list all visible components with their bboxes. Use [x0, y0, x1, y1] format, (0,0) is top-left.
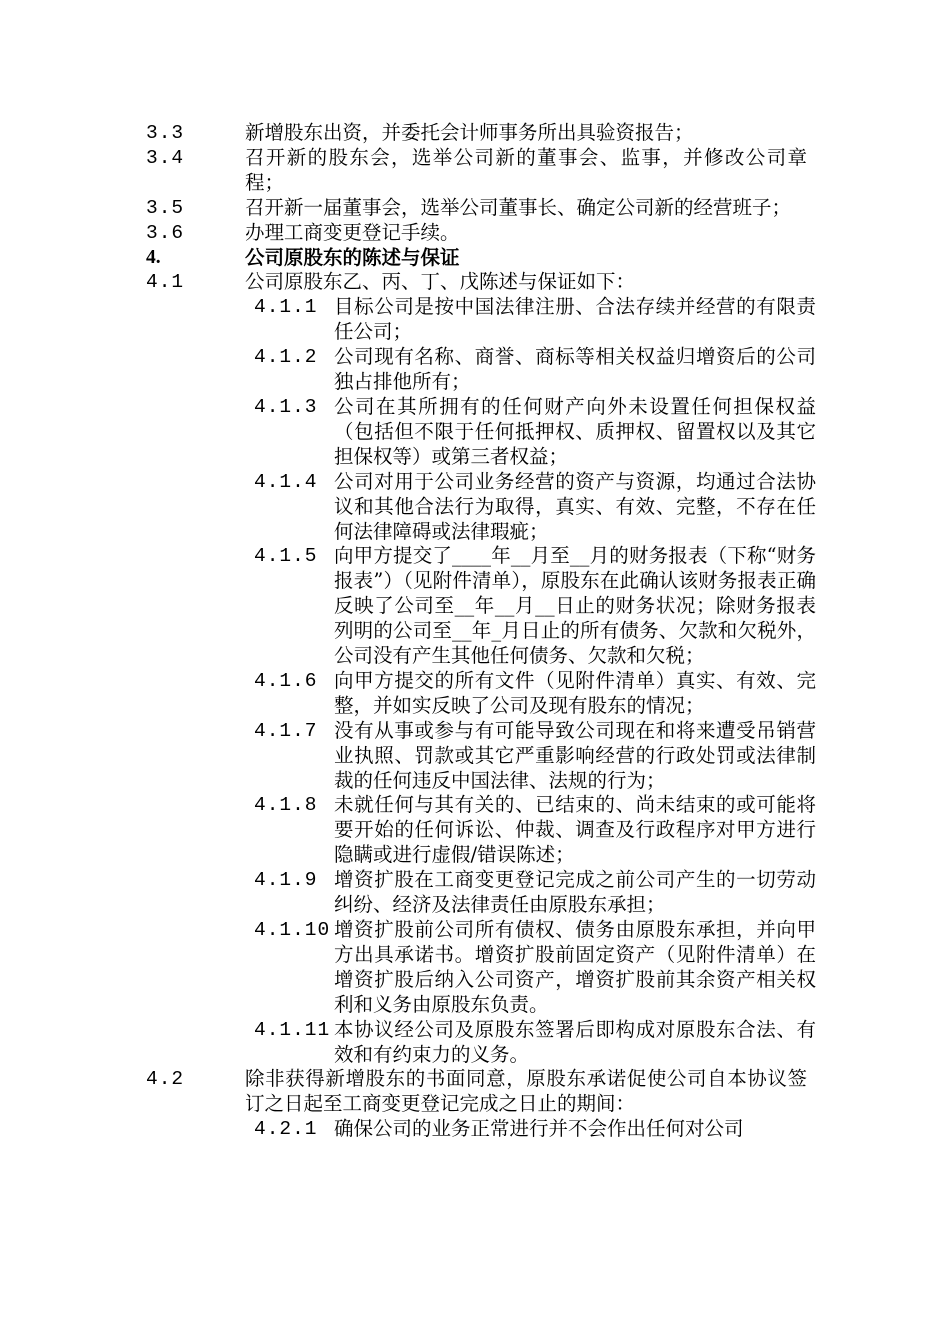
- clause-text: 办理工商变更登记手续。: [245, 220, 460, 244]
- clause-text: 增资扩股前公司所有债权、债务由原股东承担，并向甲方出具承诺书。增资扩股前固定资产（见附件清单）在增资扩股后纳入公司资产，增资扩股前其余资产相关权利和义务由原股东负责。: [334, 918, 816, 1016]
- clause-list: [0, 121, 950, 1142]
- clause-4-1-6: [0, 669, 950, 719]
- clause-text: 公司对用于公司业务经营的资产与资源，均通过合法协议和其他合法行为取得，真实、有效、完整，不存在任何法律障碍或法律瑕疵；: [334, 469, 816, 543]
- clause-text: 没有从事或参与有可能导致公司现在和将来遭受吊销营业执照、罚款或其它严重影响经营的行政处罚或法律制裁的任何违反中国法律、法规的行为；: [334, 718, 816, 792]
- section-heading-4: [0, 246, 950, 271]
- clause-4-1-1: [0, 295, 950, 345]
- clause-text: 新增股东出资，并委托会计师事务所出具验资报告；: [245, 121, 694, 144]
- clause-text: 公司在其所拥有的任何财产向外未设置任何担保权益（包括但不限于任何抵押权、质押权、留置权以及其它担保权等）或第三者权益；: [334, 394, 816, 468]
- clause-4-1-7: [0, 719, 950, 794]
- clause-number: 4.1.5: [254, 545, 318, 568]
- clause-3-5: [0, 196, 950, 221]
- clause-number: 3.3: [146, 122, 185, 144]
- clause-4-2: [0, 1067, 950, 1117]
- clause-text: 向甲方提交了____年__月至__月的财务报表（下称“财务报表”）（见附件清单），原股东在此确认该财务报表正确反映了公司至__年__月__日止的财务状况；除财务报表列明的公司至__年_月日止的所有债务、欠款和欠税外，公司没有产生其他任何债务、欠款和欠税；: [334, 544, 816, 668]
- clause-4-2-1: [0, 1117, 950, 1142]
- clause-text: 本协议经公司及原股东签署后即构成对原股东合法、有效和有约束力的义务。: [334, 1017, 816, 1066]
- clause-text: 召开新的股东会，选举公司新的董事会、监事，并修改公司章程；: [245, 145, 807, 194]
- clause-number: 4.1.4: [254, 470, 318, 493]
- clause-number: 3.4: [146, 146, 185, 169]
- clause-number: 4.1.3: [254, 395, 318, 418]
- clause-4-1: [0, 270, 950, 295]
- clause-4-1-11: [0, 1018, 950, 1068]
- clause-3-6: [0, 221, 950, 246]
- clause-text: 增资扩股在工商变更登记完成之前公司产生的一切劳动纠纷、经济及法律责任由原股东承担；: [334, 868, 816, 917]
- clause-text: 目标公司是按中国法律注册、合法存续并经营的有限责任公司；: [334, 295, 816, 344]
- clause-4-1-10: [0, 918, 950, 1018]
- clause-number: 4.1.8: [254, 794, 318, 817]
- clause-text: 公司原股东乙、丙、丁、戊陈述与保证如下：: [245, 270, 636, 294]
- clause-number: 4.1.7: [254, 719, 318, 742]
- clause-number: 4.1.9: [254, 869, 318, 892]
- clause-4-1-3: [0, 395, 950, 470]
- clause-number: 4.1.6: [254, 669, 318, 692]
- clause-number: 4.2.1: [254, 1118, 318, 1141]
- clause-number: 4.1.10: [254, 919, 331, 941]
- clause-text: 除非获得新增股东的书面同意，原股东承诺促使公司自本协议签订之日起至工商变更登记完成之日止的期间：: [245, 1067, 807, 1116]
- clause-4-1-2: [0, 345, 950, 395]
- clause-number: 3.5: [146, 196, 185, 219]
- clause-3-4: [0, 146, 950, 196]
- clause-text: 公司现有名称、商誉、商标等相关权益归增资后的公司独占排他所有；: [334, 345, 816, 394]
- clause-number: 4.1: [146, 271, 185, 294]
- clause-4-1-9: [0, 868, 950, 918]
- clause-number: 4.2: [146, 1068, 185, 1091]
- clause-number: 4.1.2: [254, 346, 318, 369]
- clause-text: 确保公司的业务正常进行并不会作出任何对公司: [334, 1117, 744, 1141]
- clause-4-1-5: [0, 544, 950, 669]
- section-number: 4.: [146, 246, 161, 268]
- clause-number: 3.6: [146, 221, 185, 244]
- clause-3-3: [0, 121, 950, 146]
- clause-text: 向甲方提交的所有文件（见附件清单）真实、有效、完整，并如实反映了公司及现有股东的情况；: [334, 668, 816, 717]
- clause-text: 召开新一届董事会，选举公司董事长、确定公司新的经营班子；: [245, 195, 792, 219]
- clause-4-1-8: [0, 793, 950, 868]
- section-title: 公司原股东的陈述与保证: [245, 245, 460, 269]
- clause-number: 4.1.1: [254, 296, 318, 319]
- clause-4-1-4: [0, 470, 950, 545]
- clause-number: 4.1.11: [254, 1018, 331, 1041]
- clause-text: 未就任何与其有关的、已结束的、尚未结束的或可能将要开始的任何诉讼、仲裁、调查及行政程序对甲方进行隐瞒或进行虚假/错误陈述；: [334, 793, 816, 867]
